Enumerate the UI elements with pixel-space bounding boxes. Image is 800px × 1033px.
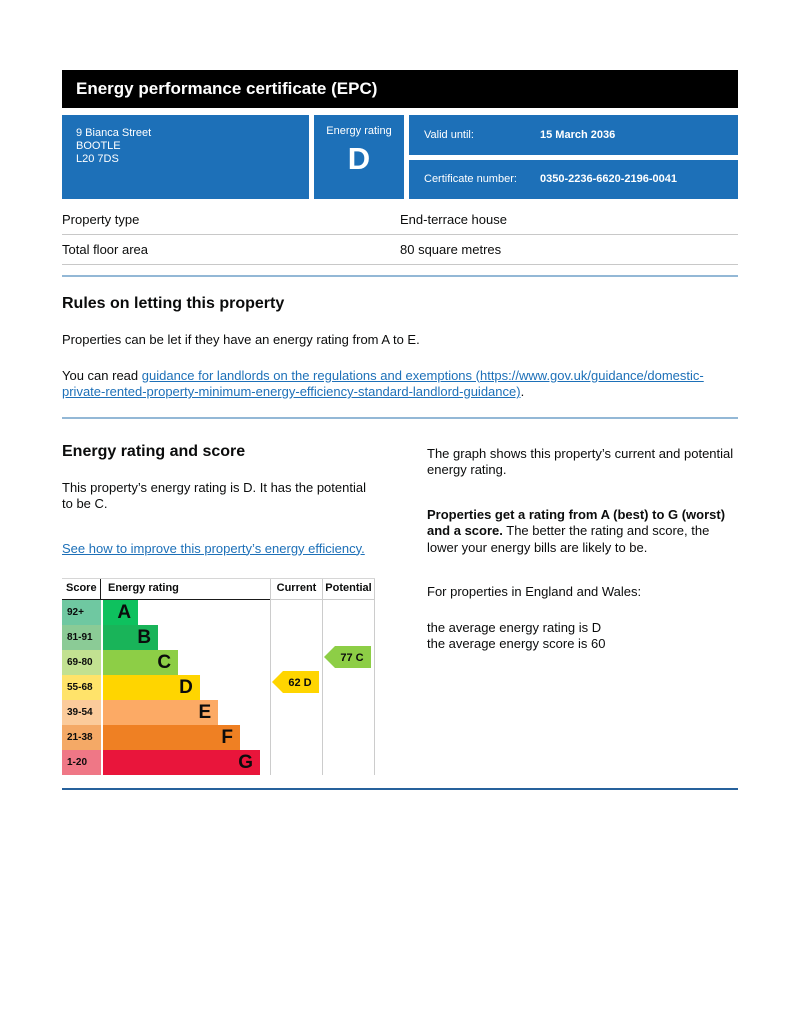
certificate-number-row: [409, 160, 738, 200]
summary-box: [62, 115, 738, 199]
energy-rating-value: D: [347, 141, 371, 176]
current-column-header: Current: [270, 579, 322, 600]
rating-band-e: [62, 700, 375, 725]
improve-efficiency-link[interactable]: See how to improve this property’s energy efficiency.: [62, 540, 365, 556]
landlord-guidance-link[interactable]: guidance for landlords on the regulations and exemptions (https://www.gov.uk/guidance/domestic-private-rented-property-minimum-energy-efficiency-standard-landlord-guidance): [62, 367, 704, 399]
average-score-line: the average energy score is 60: [427, 636, 606, 651]
property-facts-table: [62, 205, 738, 265]
table-row: [62, 205, 738, 235]
energy-rating-column-header: Energy rating: [101, 579, 270, 600]
section-divider: [62, 417, 738, 419]
potential-column-header: Potential: [322, 579, 375, 600]
rating-band-a: [62, 600, 375, 625]
average-rating-lines: [427, 620, 738, 653]
valid-until-value: 15 March 2036: [540, 128, 616, 141]
certificate-number-value: 0350-2236-6620-2196-0041: [540, 173, 678, 186]
rating-explanation: [427, 507, 738, 557]
guidance-paragraph: [62, 368, 738, 401]
property-address: [62, 115, 309, 199]
section-divider: [62, 275, 738, 277]
rating-explanation-rest: The better the rating and score, the lower your energy bills are likely to be.: [427, 523, 710, 555]
certificate-number-label: Certificate number:: [424, 173, 517, 186]
rating-heading: Energy rating and score: [62, 442, 246, 460]
score-range: 69-80: [62, 650, 101, 675]
rating-section: [62, 443, 738, 776]
bottom-divider: [62, 788, 738, 790]
england-wales-intro: For properties in England and Wales:: [427, 584, 642, 599]
average-rating-line: the average energy rating is D: [427, 619, 602, 635]
score-range: 39-54: [62, 700, 101, 725]
valid-until-row: [409, 115, 738, 155]
band-bar-e: E: [103, 700, 218, 725]
rating-band-g: [62, 750, 375, 775]
epc-rating-chart: [62, 578, 375, 775]
rating-band-f: [62, 725, 375, 750]
band-bar-a: A: [103, 600, 138, 625]
potential-rating-arrow: [324, 645, 372, 669]
guidance-prefix: You can read: [62, 367, 142, 383]
score-range: 1-20: [62, 750, 101, 775]
energy-rating-label: Energy rating: [326, 125, 392, 137]
address-line-3: L20 7DS: [76, 153, 119, 165]
rules-heading: Rules on letting this property: [62, 295, 285, 312]
rating-left-column: [62, 443, 375, 776]
rating-summary-text: This property’s energy rating is D. It has the potential to be C.: [62, 479, 366, 511]
improve-link-paragraph: [62, 541, 375, 558]
floor-area-value: 80 square metres: [400, 242, 502, 257]
score-range: 55-68: [62, 675, 101, 700]
property-type-label: Property type: [62, 212, 140, 227]
valid-until-label: Valid until:: [424, 128, 474, 141]
score-range: 81-91: [62, 625, 101, 650]
validity-panel: [409, 115, 738, 199]
rating-explanation-bold: Properties get a rating from A (best) to G (worst) and a score.: [427, 506, 726, 538]
energy-rating-panel: [314, 115, 404, 199]
band-bar-f: F: [103, 725, 240, 750]
rules-paragraph: Properties can be let if they have an energy rating from A to E.: [62, 332, 420, 347]
band-bar-d: D: [103, 675, 200, 700]
band-bar-b: B: [103, 625, 158, 650]
address-line-1: 9 Bianca Street: [76, 127, 152, 139]
guidance-suffix: .: [520, 384, 525, 399]
score-range: 92+: [62, 600, 101, 625]
svg-text:77 C: 77 C: [340, 652, 364, 664]
band-bar-c: C: [103, 650, 178, 675]
floor-area-label: Total floor area: [62, 242, 148, 257]
score-range: 21-38: [62, 725, 101, 750]
graph-description: The graph shows this property’s current and potential energy rating.: [427, 445, 734, 477]
chart-header-row: [62, 578, 375, 600]
address-line-2: BOOTLE: [76, 140, 121, 152]
svg-text:62 D: 62 D: [288, 677, 312, 689]
score-column-header: Score: [62, 579, 101, 600]
certificate-title: Energy performance certificate (EPC): [62, 70, 738, 108]
property-type-value: End-terrace house: [400, 212, 507, 227]
band-bar-g: G: [103, 750, 260, 775]
rating-band-d: [62, 675, 375, 700]
table-row: [62, 235, 738, 265]
rating-right-column: [427, 443, 738, 776]
current-rating-arrow: [272, 670, 320, 694]
